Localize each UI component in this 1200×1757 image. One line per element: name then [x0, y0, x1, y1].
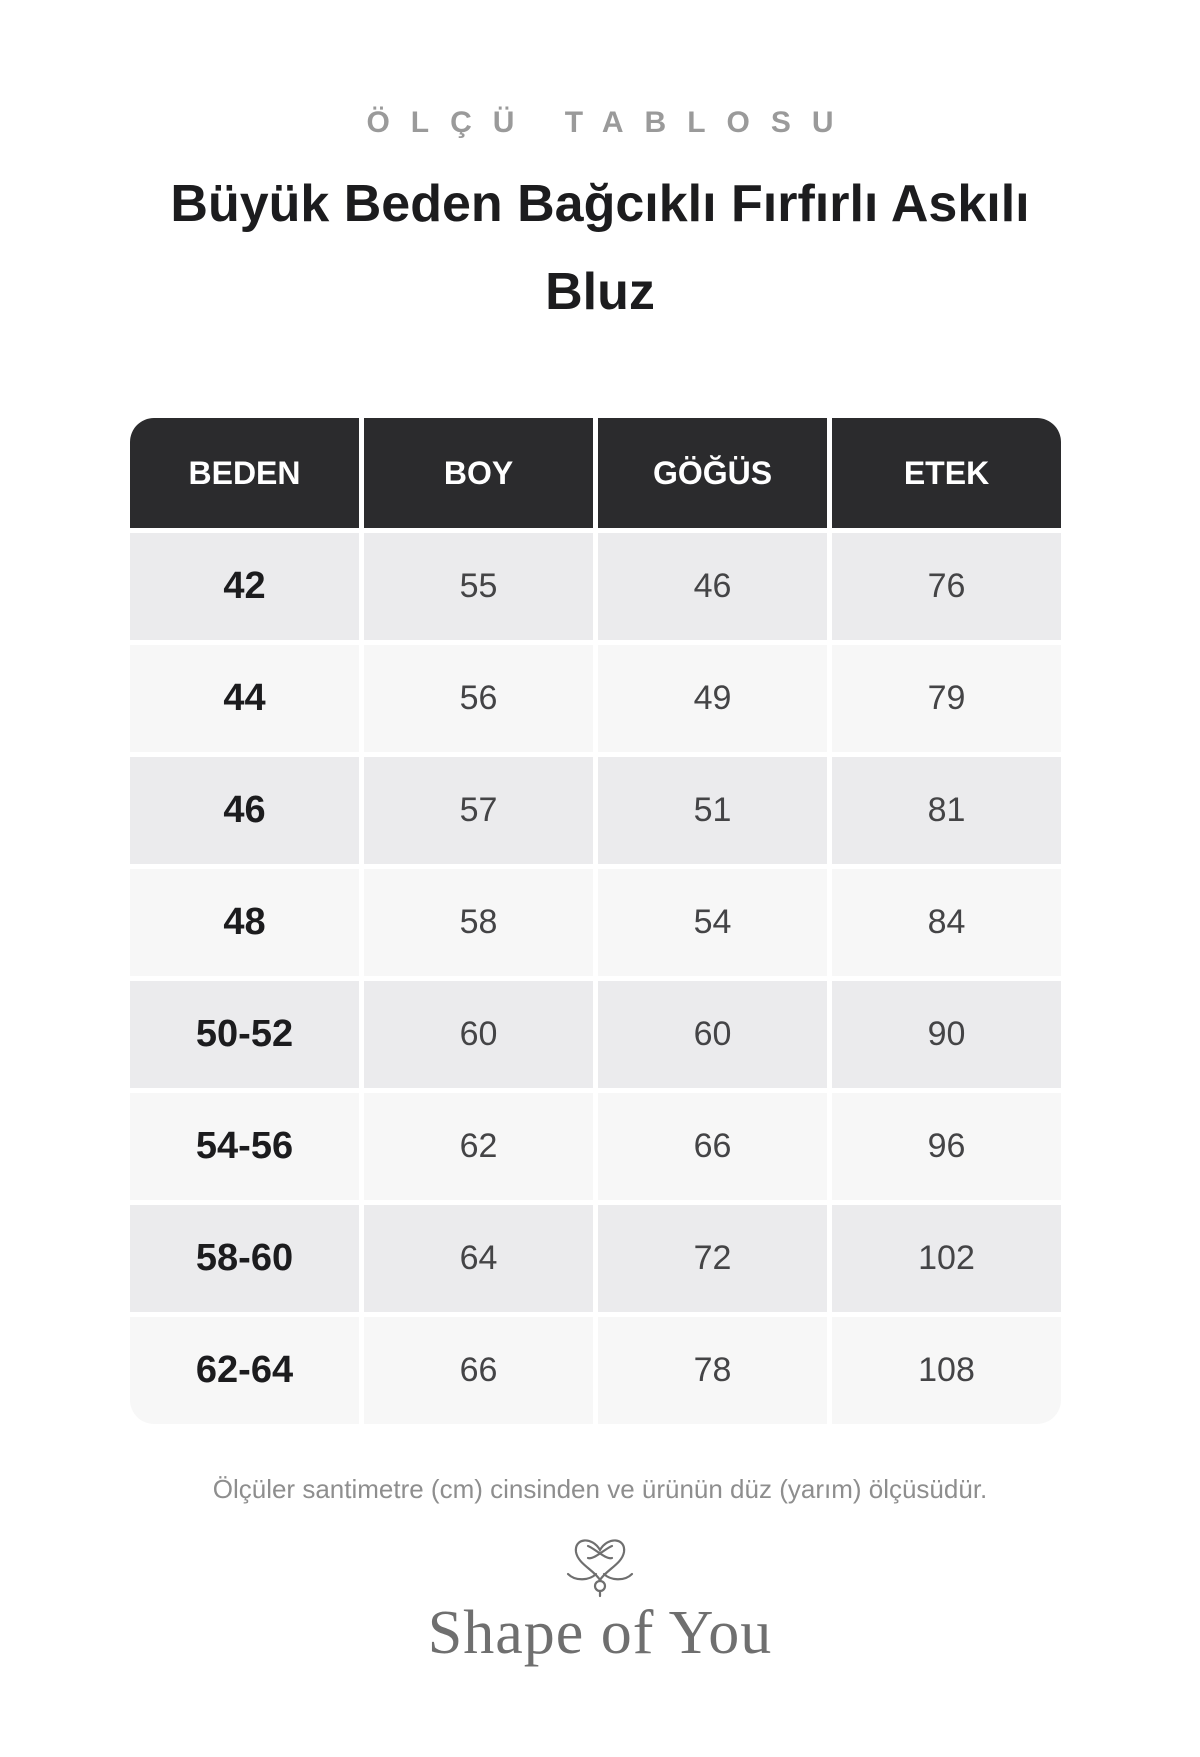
measurement-note: Ölçüler santimetre (cm) cinsinden ve ürünün düz (yarım) ölçüsüdür. — [212, 1474, 988, 1504]
etek-cell: 96 — [832, 1093, 1061, 1200]
column-header-gogus: GÖĞÜS — [598, 418, 827, 528]
size-cell: 50-52 — [130, 981, 359, 1088]
section-subtitle: ÖLÇÜ TABLOSU — [366, 106, 855, 139]
column-header-etek: ETEK — [832, 418, 1061, 528]
table-row — [130, 1317, 1061, 1424]
table-row — [130, 1093, 1061, 1200]
brand-logo-text: Shape of You — [427, 1599, 773, 1667]
size-cell: 48 — [130, 869, 359, 976]
size-cell: 44 — [130, 645, 359, 752]
column-header-beden: BEDEN — [130, 418, 359, 528]
gogus-cell: 46 — [598, 533, 827, 640]
table-row — [130, 869, 1061, 976]
size-cell: 54-56 — [130, 1093, 359, 1200]
boy-cell: 55 — [364, 533, 593, 640]
heart-ornament-icon — [560, 1528, 640, 1598]
boy-cell: 60 — [364, 981, 593, 1088]
table-row — [130, 533, 1061, 640]
table-row — [130, 645, 1061, 752]
gogus-cell: 66 — [598, 1093, 827, 1200]
gogus-cell: 49 — [598, 645, 827, 752]
etek-cell: 108 — [832, 1317, 1061, 1424]
gogus-cell: 72 — [598, 1205, 827, 1312]
etek-cell: 79 — [832, 645, 1061, 752]
column-header-boy: BOY — [364, 418, 593, 528]
etek-cell: 84 — [832, 869, 1061, 976]
table-row — [130, 757, 1061, 864]
boy-cell: 62 — [364, 1093, 593, 1200]
table-row — [130, 981, 1061, 1088]
gogus-cell: 51 — [598, 757, 827, 864]
size-cell: 62-64 — [130, 1317, 359, 1424]
page-title: Büyük Beden Bağcıklı Fırfırlı Askılı Bluz — [170, 175, 1030, 321]
boy-cell: 66 — [364, 1317, 593, 1424]
table-header-row — [130, 418, 1061, 528]
boy-cell: 56 — [364, 645, 593, 752]
size-cell: 58-60 — [130, 1205, 359, 1312]
gogus-cell: 60 — [598, 981, 827, 1088]
size-cell: 42 — [130, 533, 359, 640]
boy-cell: 64 — [364, 1205, 593, 1312]
etek-cell: 81 — [832, 757, 1061, 864]
gogus-cell: 78 — [598, 1317, 827, 1424]
boy-cell: 57 — [364, 757, 593, 864]
boy-cell: 58 — [364, 869, 593, 976]
etek-cell: 76 — [832, 533, 1061, 640]
size-chart-table — [125, 413, 1066, 1429]
etek-cell: 102 — [832, 1205, 1061, 1312]
table-row — [130, 1205, 1061, 1312]
gogus-cell: 54 — [598, 869, 827, 976]
etek-cell: 90 — [832, 981, 1061, 1088]
size-cell: 46 — [130, 757, 359, 864]
